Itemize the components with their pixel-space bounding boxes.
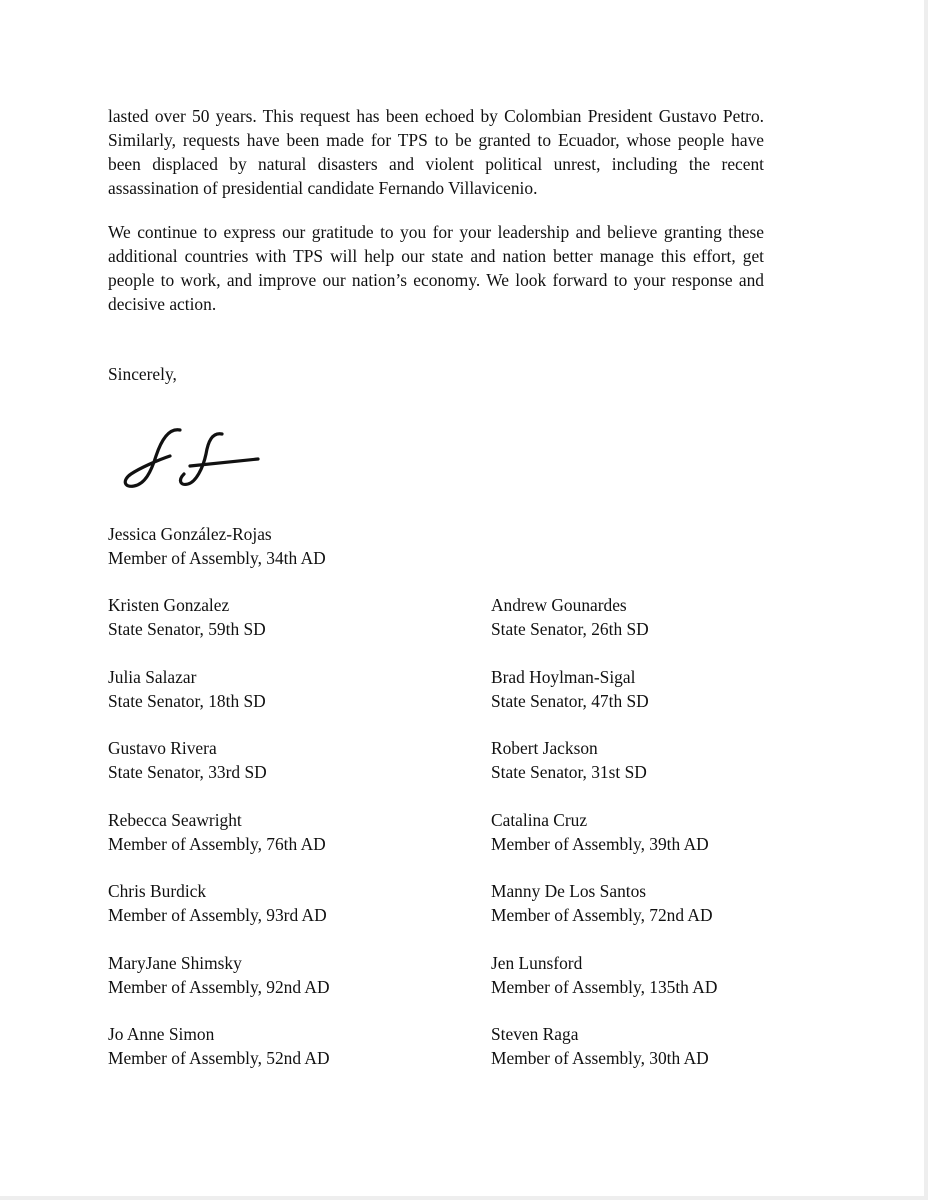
signer-block bbox=[108, 736, 448, 784]
signer-name: Andrew Gounardes bbox=[491, 595, 627, 615]
signer-name: Rebecca Seawright bbox=[108, 810, 242, 830]
signer-title: Member of Assembly, 30th AD bbox=[491, 1048, 709, 1068]
signer-block bbox=[108, 522, 448, 570]
signer-title: State Senator, 26th SD bbox=[491, 619, 649, 639]
body-paragraph: lasted over 50 years. This request has been echoed by Colombian President Gustavo Petro. Similarly, requests have been made for TPS to be granted to Ecuador, whose people have been displaced by natural disasters and violent political unrest, including the recent assassination of presidential candidate Fernando Villavicenio. bbox=[108, 106, 764, 198]
signer-title: Member of Assembly, 93rd AD bbox=[108, 905, 327, 925]
signer-name: Julia Salazar bbox=[108, 667, 197, 687]
signer-name: MaryJane Shimsky bbox=[108, 953, 242, 973]
signer-name: Jessica González-Rojas bbox=[108, 524, 272, 544]
signer-block bbox=[491, 808, 831, 856]
signer-block bbox=[108, 593, 448, 641]
signer-title: Member of Assembly, 92nd AD bbox=[108, 977, 330, 997]
signer-name: Kristen Gonzalez bbox=[108, 595, 230, 615]
body-paragraph: We continue to express our gratitude to you for your leadership and believe granting these additional countries with TPS will help our state and nation better manage this effort, get people to work, and improve our nation’s economy. We look forward to your response and decisive action. bbox=[108, 222, 764, 314]
signer-name: Gustavo Rivera bbox=[108, 738, 217, 758]
signer-block bbox=[491, 951, 831, 999]
page-edge bbox=[924, 0, 928, 1200]
signer-name: Catalina Cruz bbox=[491, 810, 588, 830]
signer-block bbox=[108, 808, 448, 856]
signer-block bbox=[491, 593, 831, 641]
signer-name: Steven Raga bbox=[491, 1024, 579, 1044]
signer-title: State Senator, 59th SD bbox=[108, 619, 266, 639]
signer-name: Jo Anne Simon bbox=[108, 1024, 215, 1044]
signer-name: Chris Burdick bbox=[108, 881, 207, 901]
signer-title: State Senator, 31st SD bbox=[491, 762, 647, 782]
signer-block bbox=[108, 879, 448, 927]
signer-name: Brad Hoylman-Sigal bbox=[491, 667, 636, 687]
signer-title: State Senator, 33rd SD bbox=[108, 762, 267, 782]
signer-block bbox=[108, 951, 448, 999]
signer-title: Member of Assembly, 72nd AD bbox=[491, 905, 713, 925]
signer-block bbox=[108, 1022, 448, 1070]
signer-block bbox=[491, 665, 831, 713]
signer-title: Member of Assembly, 34th AD bbox=[108, 548, 326, 568]
signer-title: State Senator, 18th SD bbox=[108, 691, 266, 711]
signer-name: Jen Lunsford bbox=[491, 953, 583, 973]
signer-block bbox=[491, 736, 831, 784]
signer-title: Member of Assembly, 39th AD bbox=[491, 834, 709, 854]
signature-image bbox=[118, 422, 268, 502]
signer-name: Robert Jackson bbox=[491, 738, 598, 758]
closing: Sincerely, bbox=[108, 364, 177, 384]
signer-block bbox=[491, 879, 831, 927]
signer-title: Member of Assembly, 52nd AD bbox=[108, 1048, 330, 1068]
signer-title: Member of Assembly, 76th AD bbox=[108, 834, 326, 854]
signer-block bbox=[491, 1022, 831, 1070]
signer-block bbox=[108, 665, 448, 713]
signer-name: Manny De Los Santos bbox=[491, 881, 647, 901]
signer-title: Member of Assembly, 135th AD bbox=[491, 977, 718, 997]
signer-title: State Senator, 47th SD bbox=[491, 691, 649, 711]
page-edge bbox=[0, 1196, 928, 1200]
